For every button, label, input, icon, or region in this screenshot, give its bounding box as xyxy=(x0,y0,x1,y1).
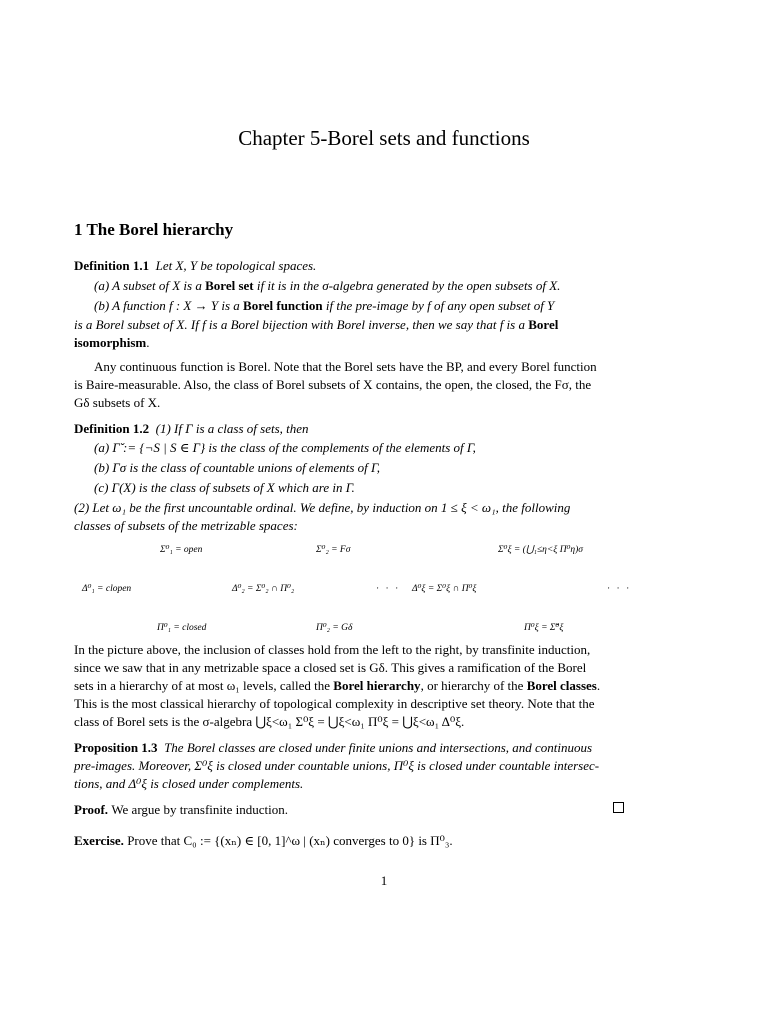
definition-1-1-a: (a) A subset of X is a Borel set if it is in the σ-algebra generated by the open subsets of X. xyxy=(94,278,561,293)
paragraph-1-line3: Gδ subsets of X. xyxy=(74,395,161,410)
delta-1-label: Δ⁰₁ = clopen xyxy=(82,584,132,594)
paragraph-1-line2: is Baire-measurable. Also, the class of Borel subsets of X contains, the open, the closed, the Fσ, the xyxy=(74,377,592,392)
proposition-1-3-line1: Proposition 1.3 The Borel classes are closed under finite unions and intersections, and continuous xyxy=(74,740,593,755)
paragraph-2-line2: since we saw that in any metrizable space a closed set is Gδ. This gives a ramification of the Borel xyxy=(74,660,587,675)
definition-1-2-intro: Definition 1.2 (1) If Γ is a class of sets, then xyxy=(74,421,309,436)
delta-2-label: Δ⁰₂ = Σ⁰₂ ∩ Π⁰₂ xyxy=(232,584,295,594)
definition-1-1-b-line1: (b) A function f : X → Y is a Borel function if the pre-image by f of any open subset of Y xyxy=(94,298,555,313)
paragraph-2-line1: In the picture above, the inclusion of classes hold from the left to the right, by transfinite induction, xyxy=(74,642,591,657)
ellipsis-1: · · · xyxy=(376,584,401,594)
sigma-xi-label: Σ⁰ξ = (⋃₁≤η<ξ Π⁰η)σ xyxy=(498,545,583,555)
chapter-title: Chapter 5-Borel sets and functions xyxy=(238,126,530,150)
page-number: 1 xyxy=(380,873,388,888)
proof-line: Proof. We argue by transfinite induction. xyxy=(74,802,289,817)
definition-1-2-part2-line1: (2) Let ω₁ be the first uncountable ordinal. We define, by induction on 1 ≤ ξ < ω₁, the following xyxy=(74,500,571,515)
definition-1-1-b-line2: is a Borel subset of X. If f is a Borel bijection with Borel inverse, then we say that f is a Borel xyxy=(74,317,559,332)
definition-label: Definition 1.1 xyxy=(74,258,150,273)
definition-1-2-part2-line2: classes of subsets of the metrizable spaces: xyxy=(74,518,298,533)
definition-label: Definition 1.2 xyxy=(74,421,150,436)
definition-1-2-a: (a) Γ̌ := {¬S | S ∈ Γ} is the class of the complements of the elements of Γ, xyxy=(94,440,476,455)
pi-xi-label: Π⁰ξ = Σ̌⁰ξ xyxy=(524,623,564,633)
pi-1-label: Π⁰₁ = closed xyxy=(157,623,207,633)
paragraph-1-line1: Any continuous function is Borel. Note that the Borel sets have the BP, and every Borel function xyxy=(94,359,597,374)
exercise-line: Exercise. Prove that C₀ := {(xₙ) ∈ [0, 1]^ω | (xₙ) converges to 0} is Π⁰₃. xyxy=(74,833,453,848)
definition-1-1-b-line3: isomorphism. xyxy=(74,335,150,350)
proposition-1-3-line2: pre-images. Moreover, Σ⁰ξ is closed under countable unions, Π⁰ξ is closed under countable intersec- xyxy=(74,758,600,773)
paragraph-2-line4: This is the most classical hierarchy of topological complexity in descriptive set theory. Note that the xyxy=(74,696,595,711)
qed-symbol xyxy=(613,802,624,813)
delta-xi-label: Δ⁰ξ = Σ⁰ξ ∩ Π⁰ξ xyxy=(412,584,477,594)
proposition-1-3-line3: tions, and Δ⁰ξ is closed under complements. xyxy=(74,776,304,791)
sigma-2-label: Σ⁰₂ = Fσ xyxy=(316,545,351,555)
definition-1-2-c: (c) Γ(X) is the class of subsets of X which are in Γ. xyxy=(94,480,355,495)
pi-2-label: Π⁰₂ = Gδ xyxy=(316,623,353,633)
definition-1-1-intro: Definition 1.1 Let X, Y be topological spaces. xyxy=(74,258,317,273)
definition-1-2-b: (b) Γσ is the class of countable unions of elements of Γ, xyxy=(94,460,380,475)
section-heading: 1 The Borel hierarchy xyxy=(74,220,234,239)
paragraph-2-line3: sets in a hierarchy of at most ω₁ levels, called the Borel hierarchy, or hierarchy of the Borel classes. xyxy=(74,678,601,693)
exercise-label: Exercise. xyxy=(74,833,124,848)
paragraph-2-line5: class of Borel sets is the σ-algebra ⋃ξ<ω₁ Σ⁰ξ = ⋃ξ<ω₁ Π⁰ξ = ⋃ξ<ω₁ Δ⁰ξ. xyxy=(74,714,465,729)
ellipsis-2: · · · xyxy=(607,584,632,594)
proof-label: Proof. xyxy=(74,802,109,817)
sigma-1-label: Σ⁰₁ = open xyxy=(160,545,203,555)
proposition-label: Proposition 1.3 xyxy=(74,740,158,755)
